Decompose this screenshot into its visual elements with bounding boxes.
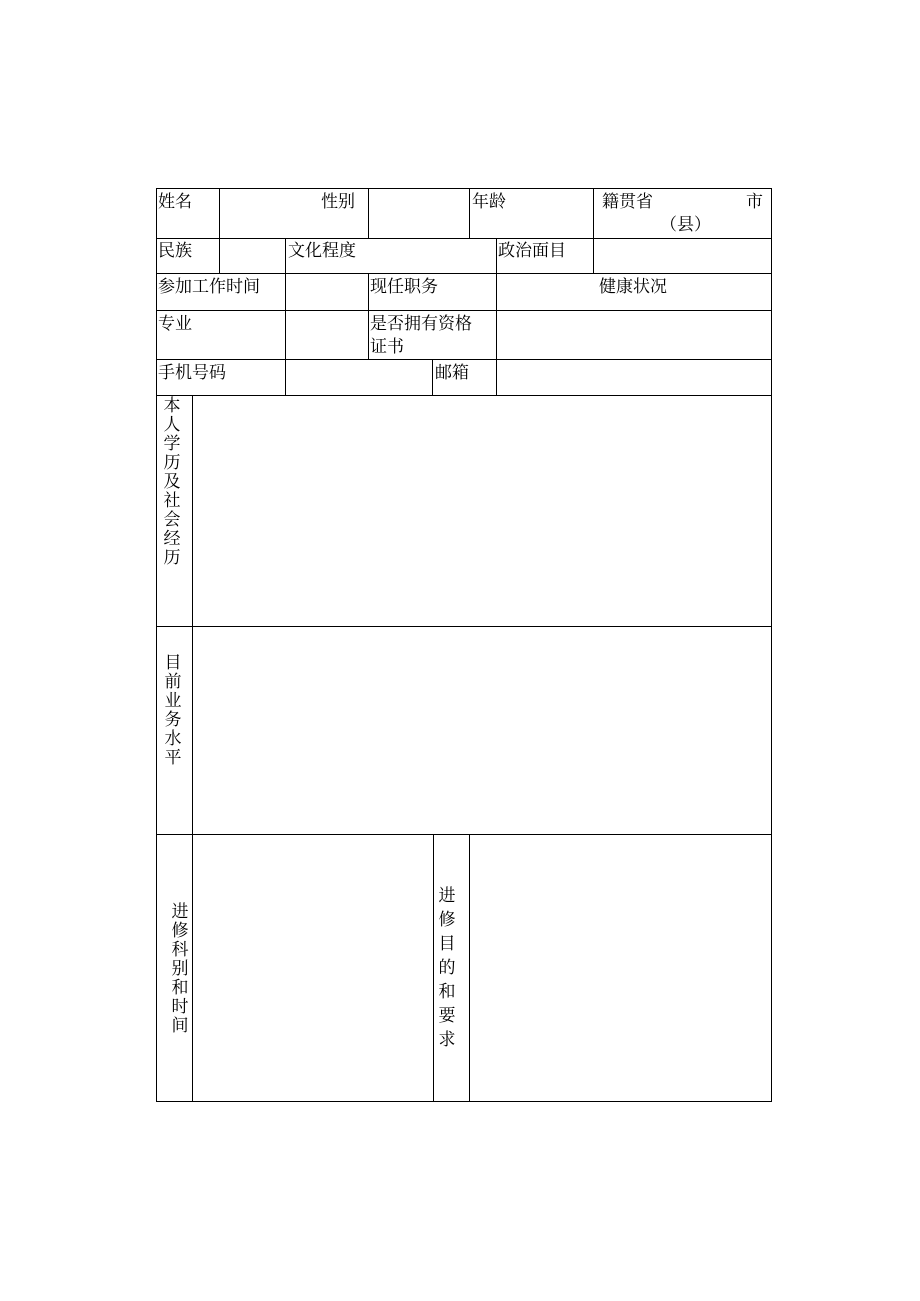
major-label: 专业	[158, 314, 192, 334]
current-skill-field[interactable]	[193, 627, 770, 833]
age-label: 年龄	[472, 192, 506, 212]
line-r2-v2	[285, 238, 286, 273]
line-r1-v4	[593, 188, 594, 238]
gender-field[interactable]	[369, 189, 468, 237]
phone-label: 手机号码	[158, 363, 226, 383]
hometown-city-label: 市	[746, 192, 763, 212]
certificate-label-line1: 是否拥有资格	[370, 314, 472, 334]
ethnicity-label: 民族	[158, 241, 192, 261]
email-label: 邮箱	[435, 363, 469, 383]
certificate-field[interactable]	[497, 311, 770, 358]
line-r2-v3	[496, 238, 497, 273]
line-left	[156, 188, 157, 1102]
health-label: 健康状况	[599, 277, 667, 297]
line-r3-v2	[368, 273, 369, 310]
political-status-field[interactable]	[594, 239, 770, 272]
health-field[interactable]	[674, 274, 770, 309]
study-goal-label: 进修目的和要求	[438, 886, 456, 1050]
education-history-field[interactable]	[193, 396, 770, 625]
current-position-field[interactable]	[440, 274, 495, 309]
line-bottom	[156, 1101, 772, 1102]
current-position-label: 现任职务	[370, 277, 438, 297]
work-start-field[interactable]	[286, 274, 367, 309]
line-r1-v3	[469, 188, 470, 238]
political-status-label: 政治面目	[498, 241, 566, 261]
gender-label: 性别	[321, 192, 355, 212]
phone-field[interactable]	[286, 360, 431, 394]
hometown-field[interactable]	[658, 189, 742, 213]
line-r5-v2	[432, 359, 433, 395]
line-study-middle-left	[433, 834, 434, 1101]
hometown-county-label: （县）	[660, 215, 711, 235]
major-field[interactable]	[286, 311, 367, 358]
line-right	[771, 188, 772, 1102]
education-level-label: 文化程度	[288, 241, 356, 261]
line-r3-v3	[496, 273, 497, 310]
age-field[interactable]	[520, 189, 592, 237]
education-history-label: 本人学历及社会经历	[163, 396, 181, 568]
ethnicity-field[interactable]	[220, 239, 284, 272]
email-field[interactable]	[497, 360, 770, 394]
hometown-label: 籍贯省	[602, 192, 653, 212]
current-skill-label: 目前业务水平	[164, 653, 182, 768]
name-label: 姓名	[158, 192, 192, 212]
study-department-time-field[interactable]	[193, 835, 432, 1100]
study-goal-field[interactable]	[470, 835, 770, 1100]
study-department-time-label: 进修科别和时间	[171, 902, 189, 1036]
line-r4-v2	[368, 310, 369, 359]
certificate-label-line2: 证书	[370, 337, 404, 357]
education-level-field[interactable]	[360, 239, 495, 272]
work-start-label: 参加工作时间	[158, 277, 260, 297]
